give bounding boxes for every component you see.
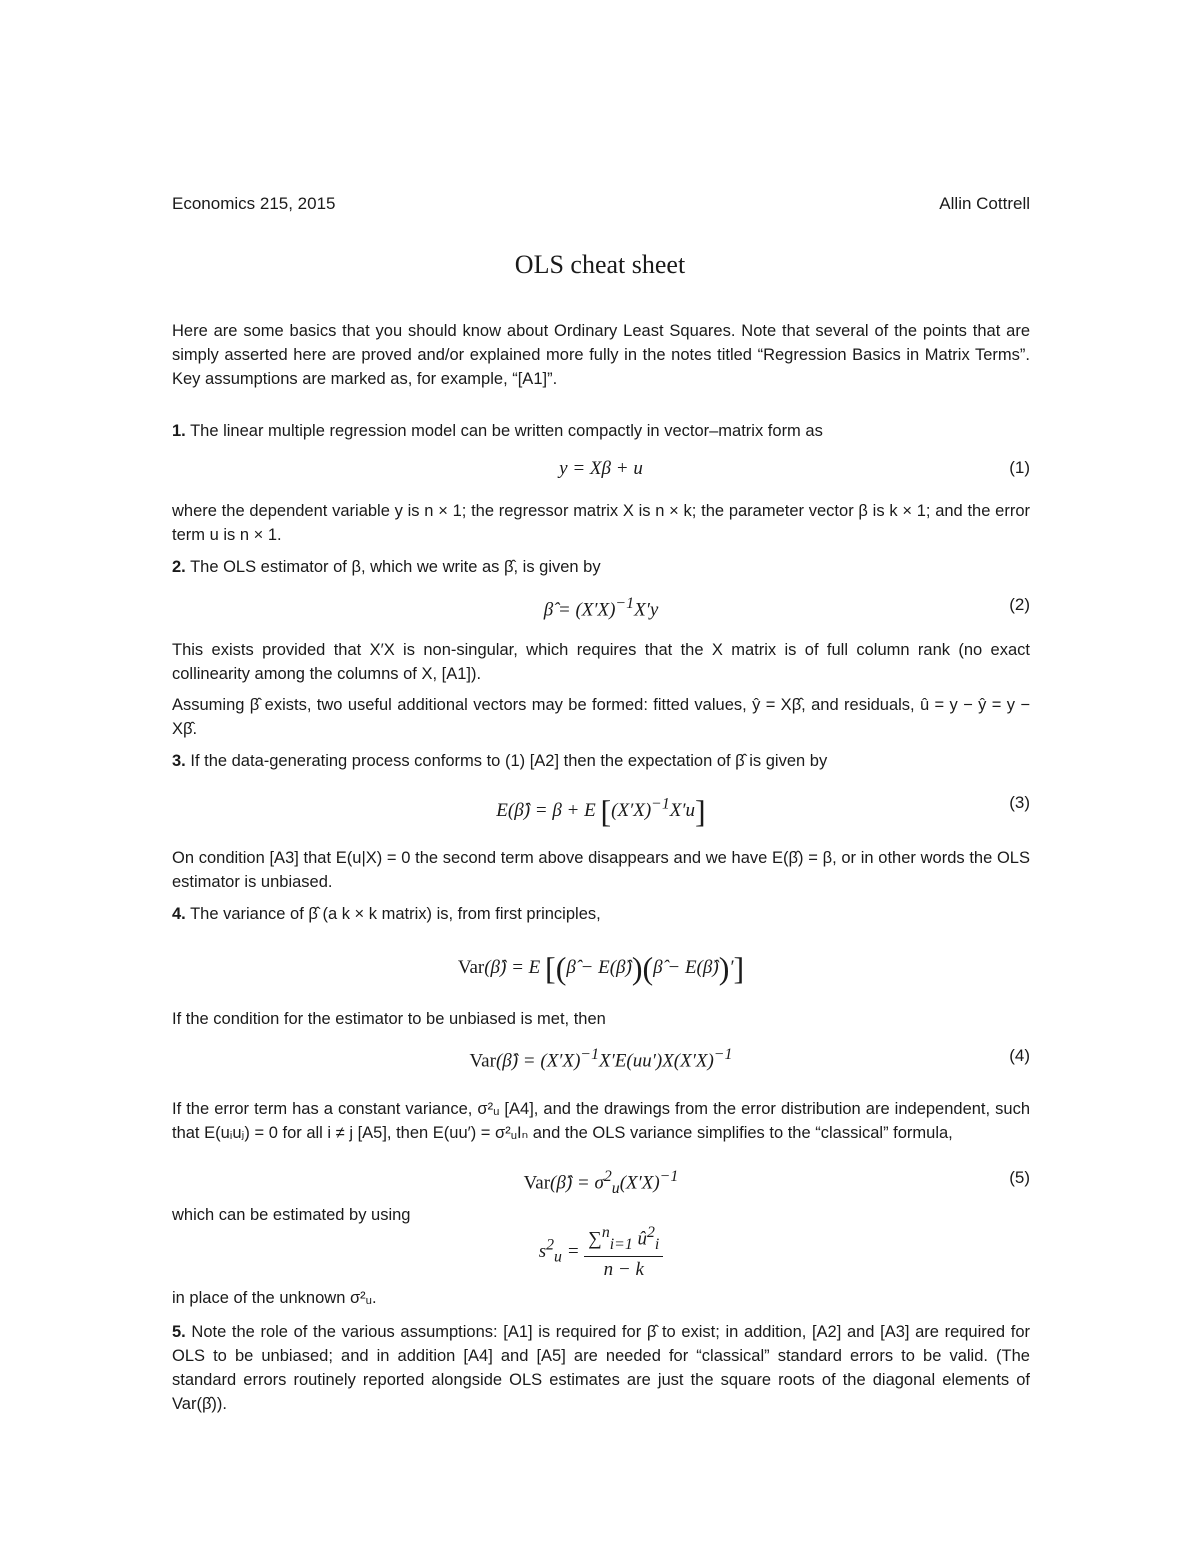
equation-5 — [172, 1168, 1030, 1198]
point-5 — [172, 1320, 1030, 1416]
equation-5-number: (5) — [1009, 1168, 1030, 1187]
equation-variance-math: Var(β̂) = E [(β̂ − E(β̂))(β̂ − E(β̂))′] — [457, 950, 745, 986]
point-4-text: The variance of β̂ (a k × k matrix) is, from first principles, — [190, 905, 601, 923]
point-4-after-3: which can be estimated by using — [172, 1206, 411, 1224]
equation-4-number: (4) — [1009, 1046, 1030, 1065]
equation-3-number: (3) — [1009, 793, 1030, 812]
equation-s2 — [172, 1224, 1030, 1280]
equation-s2-math: $s^2_u$ = $\frac{\sum^n_{i=1} û^2_i}{n - k}$ — [172, 1224, 1030, 1281]
equation-5-math: Var(β̂) = $\sigma^2_u(X'X)^{-1}$ — [523, 1168, 679, 1198]
equation-3-math: E(β̂) = β + E $[(X'X)^{-1}X'u]$ — [496, 793, 706, 829]
point-4 — [172, 902, 1030, 926]
point-4-after: If the condition for the estimator to be unbiased is met, then — [172, 1010, 606, 1028]
point-5-number: 5. — [172, 1323, 186, 1341]
equation-2 — [172, 595, 1030, 625]
equation-2-math: β̂ = $(X'X)^{-1}X'y$ — [543, 595, 659, 621]
equation-1 — [172, 458, 1030, 488]
equation-3 — [172, 793, 1030, 829]
point-2-after: This exists provided that X′X is non-singular, which requires that the X matrix is of full column rank (no exact collinearity among the columns of X, [A1]). — [172, 641, 1030, 683]
equation-variance — [172, 950, 1030, 986]
author-header: Allin Cottrell — [939, 194, 1030, 213]
point-1-number: 1. — [172, 422, 186, 440]
point-4-after-4: in place of the unknown σ²ᵤ. — [172, 1289, 377, 1307]
point-2-number: 2. — [172, 558, 186, 576]
equation-4 — [172, 1046, 1030, 1076]
point-1 — [172, 419, 1030, 443]
point-2-text: The OLS estimator of β, which we write as β̂, is given by — [190, 558, 601, 576]
point-2 — [172, 555, 1030, 579]
point-4-after-2: If the error term has a constant variance, σ²ᵤ [A4], and the drawings from the error distribution are independent, such that E(uᵢuⱼ) = 0 for all i ≠ j [A5], then E(uu′) = σ²ᵤIₙ and the OLS variance simplifies to the “classical” formula, — [172, 1100, 1030, 1142]
point-3 — [172, 749, 1030, 773]
point-4-number: 4. — [172, 905, 186, 923]
page-title: OLS cheat sheet — [514, 250, 686, 279]
point-3-after: On condition [A3] that E(u|X) = 0 the second term above disappears and we have E(β̂) = β, or in other words the OLS estimator is unbiased. — [172, 849, 1030, 891]
course-header: Economics 215, 2015 — [172, 194, 336, 213]
equation-4-math: Var(β̂) = $(X'X)^{-1}X'E(uu')X(X'X)^{-1}$ — [469, 1046, 733, 1072]
equation-1-math: y = Xβ + u — [559, 458, 643, 479]
point-1-text: The linear multiple regression model can be written compactly in vector–matrix form as — [190, 422, 823, 440]
point-2-after-2: Assuming β̂ exists, two useful additional vectors may be formed: fitted values, ŷ = Xβ̂, and residuals, û = y − ŷ = y − Xβ̂. — [172, 696, 1030, 738]
point-5-text: Note the role of the various assumptions: [A1] is required for β̂ to exist; in addition, [A2] and [A3] are required for OLS to be unbiased; and in addition [A4] and [A5] are needed for “classical” standard errors to be valid. (The standard errors routinely reported alongside OLS estimates are just the square roots of the diagonal elements of Var(β̂)). — [172, 1323, 1030, 1413]
point-1-after: where the dependent variable y is n × 1; the regressor matrix X is n × k; the parameter vector β is k × 1; and the error term u is n × 1. — [172, 502, 1030, 544]
point-3-number: 3. — [172, 752, 186, 770]
intro-paragraph: Here are some basics that you should know about Ordinary Least Squares. Note that several of the points that are simply asserted here are proved and/or explained more fully in the notes titled “Regression Basics in Matrix Terms”. Key assumptions are marked as, for example, “[A1]”. — [172, 322, 1030, 388]
point-3-text: If the data-generating process conforms to (1) [A2] then the expectation of β̂ is given by — [190, 752, 828, 770]
equation-1-number: (1) — [1009, 458, 1030, 477]
equation-2-number: (2) — [1009, 595, 1030, 614]
